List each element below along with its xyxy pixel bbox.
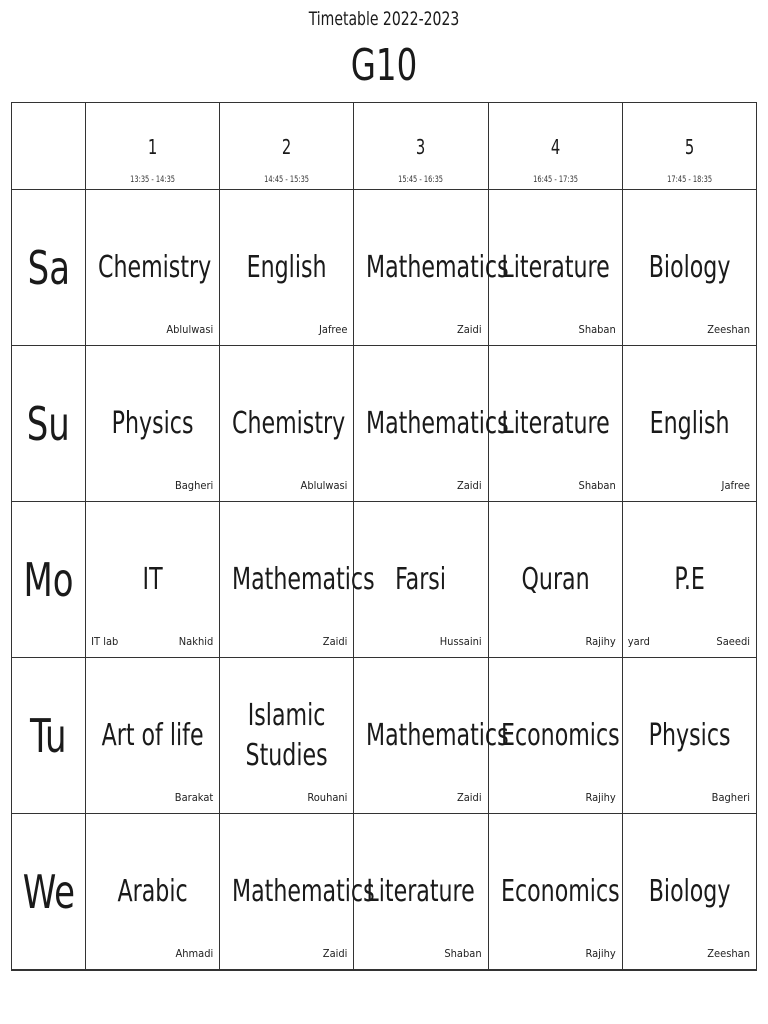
lesson-cell — [622, 190, 756, 346]
day-cell — [12, 814, 86, 971]
timetable-heading: Timetable 2022-2023 — [308, 8, 460, 30]
period-header — [86, 103, 220, 190]
lesson-cell — [622, 346, 756, 502]
subject-name: Literature — [501, 249, 610, 285]
lesson-cell — [86, 814, 220, 971]
teacher-name: Zaidi — [456, 479, 482, 492]
day-cell — [12, 502, 86, 658]
subject-name: English — [246, 249, 327, 285]
lesson-cell — [354, 658, 510, 814]
teacher-name: Rajihy — [585, 791, 616, 804]
teacher-name: Bagheri — [174, 479, 214, 492]
teacher-name: Shaban — [578, 479, 616, 492]
lesson-cell — [622, 502, 756, 658]
period-header-row — [12, 103, 757, 190]
lesson-cell — [354, 346, 510, 502]
lesson-cell — [488, 658, 622, 814]
period-time: 13:35 - 14:35 — [130, 175, 176, 185]
period-time: 14:45 - 15:35 — [264, 175, 310, 185]
subject-name: Chemistry — [98, 249, 212, 285]
timetable-grid — [11, 102, 757, 971]
teacher-name: Zaidi — [456, 791, 482, 804]
subject-name: Physics — [111, 405, 194, 441]
lesson-cell — [220, 502, 375, 658]
day-label: Su — [27, 396, 71, 451]
lesson-cell — [622, 658, 756, 814]
lesson-cell — [354, 814, 488, 971]
subject-name: Literature — [366, 873, 476, 909]
period-header — [354, 103, 488, 190]
subject-name: Islamic Studies — [245, 697, 328, 773]
lesson-cell — [488, 190, 622, 346]
subject-name: IT — [142, 561, 163, 597]
period-time: 16:45 - 17:35 — [532, 175, 578, 185]
subject-name: P.E — [674, 561, 705, 597]
period-number: 2 — [282, 135, 292, 159]
teacher-name: Barakat — [174, 791, 214, 804]
teacher-name: Zeeshan — [707, 947, 750, 960]
period-time: 17:45 - 18:35 — [666, 175, 712, 185]
teacher-name: Bagheri — [711, 791, 750, 804]
period-header — [488, 103, 622, 190]
lesson-cell — [488, 814, 622, 971]
lesson-cell — [488, 502, 622, 658]
teacher-name: Shaban — [444, 947, 482, 960]
lesson-cell — [622, 814, 756, 971]
period-number: 1 — [147, 135, 158, 159]
teacher-name: Rajihy — [585, 947, 616, 960]
teacher-name: Ablulwasi — [300, 479, 348, 492]
teacher-name: Zaidi — [456, 323, 482, 336]
day-row-wednesday — [12, 814, 757, 971]
lesson-cell — [86, 346, 220, 502]
subject-name: Quran — [521, 561, 590, 597]
subject-name: Farsi — [395, 561, 447, 597]
teacher-name: Ahmadi — [175, 947, 214, 960]
lesson-cell — [220, 190, 354, 346]
period-time: 15:45 - 16:35 — [398, 175, 444, 185]
subject-name: Chemistry — [232, 405, 346, 441]
corner-cell — [12, 103, 86, 190]
day-row-monday — [12, 502, 757, 658]
teacher-name: Ablulwasi — [166, 323, 214, 336]
period-header — [220, 103, 354, 190]
teacher-name: Rajihy — [585, 635, 616, 648]
lesson-cell — [488, 346, 622, 502]
period-number: 3 — [416, 135, 426, 159]
day-label: Tu — [30, 708, 67, 763]
subject-name: Economics — [500, 873, 620, 909]
day-cell — [12, 346, 86, 502]
day-row-saturday — [12, 190, 757, 346]
lesson-cell — [220, 658, 354, 814]
subject-name: Mathematics — [232, 561, 375, 597]
room-name: IT lab — [91, 635, 119, 648]
lesson-cell — [86, 190, 220, 346]
lesson-cell — [86, 502, 220, 658]
period-header — [622, 103, 756, 190]
lesson-cell — [354, 502, 488, 658]
subject-name: Economics — [500, 717, 620, 753]
lesson-cell — [86, 658, 220, 814]
day-cell — [12, 190, 86, 346]
subject-name: Biology — [648, 873, 731, 909]
teacher-name: Jafree — [721, 479, 750, 492]
subject-name: Mathematics — [232, 873, 375, 909]
subject-name: Biology — [648, 249, 731, 285]
subject-name: Mathematics — [366, 249, 510, 285]
lesson-cell — [354, 190, 510, 346]
teacher-name: Nakhid — [178, 635, 214, 648]
teacher-name: Jafree — [318, 323, 348, 336]
subject-name: Physics — [648, 717, 731, 753]
teacher-name: Shaban — [578, 323, 616, 336]
room-name: yard — [627, 635, 650, 648]
day-label: We — [22, 864, 75, 919]
lesson-cell — [220, 814, 375, 971]
day-row-sunday — [12, 346, 757, 502]
class-name: G10 — [350, 40, 418, 91]
period-number: 5 — [684, 135, 695, 159]
teacher-name: Zeeshan — [707, 323, 750, 336]
teacher-name: Zaidi — [322, 947, 348, 960]
day-row-tuesday — [12, 658, 757, 814]
day-cell — [12, 658, 86, 814]
subject-name: Mathematics — [366, 717, 510, 753]
teacher-name: Hussaini — [439, 635, 482, 648]
period-number: 4 — [550, 135, 560, 159]
subject-name: Arabic — [117, 873, 188, 909]
teacher-name: Rouhani — [307, 791, 348, 804]
day-label: Sa — [27, 240, 70, 295]
lesson-cell — [220, 346, 354, 502]
subject-name: Art of life — [101, 717, 204, 753]
teacher-name: Zaidi — [322, 635, 348, 648]
subject-name: Literature — [501, 405, 610, 441]
subject-name: English — [649, 405, 730, 441]
teacher-name: Saeedi — [716, 635, 750, 648]
day-label: Mo — [23, 552, 74, 607]
subject-name: Mathematics — [366, 405, 510, 441]
